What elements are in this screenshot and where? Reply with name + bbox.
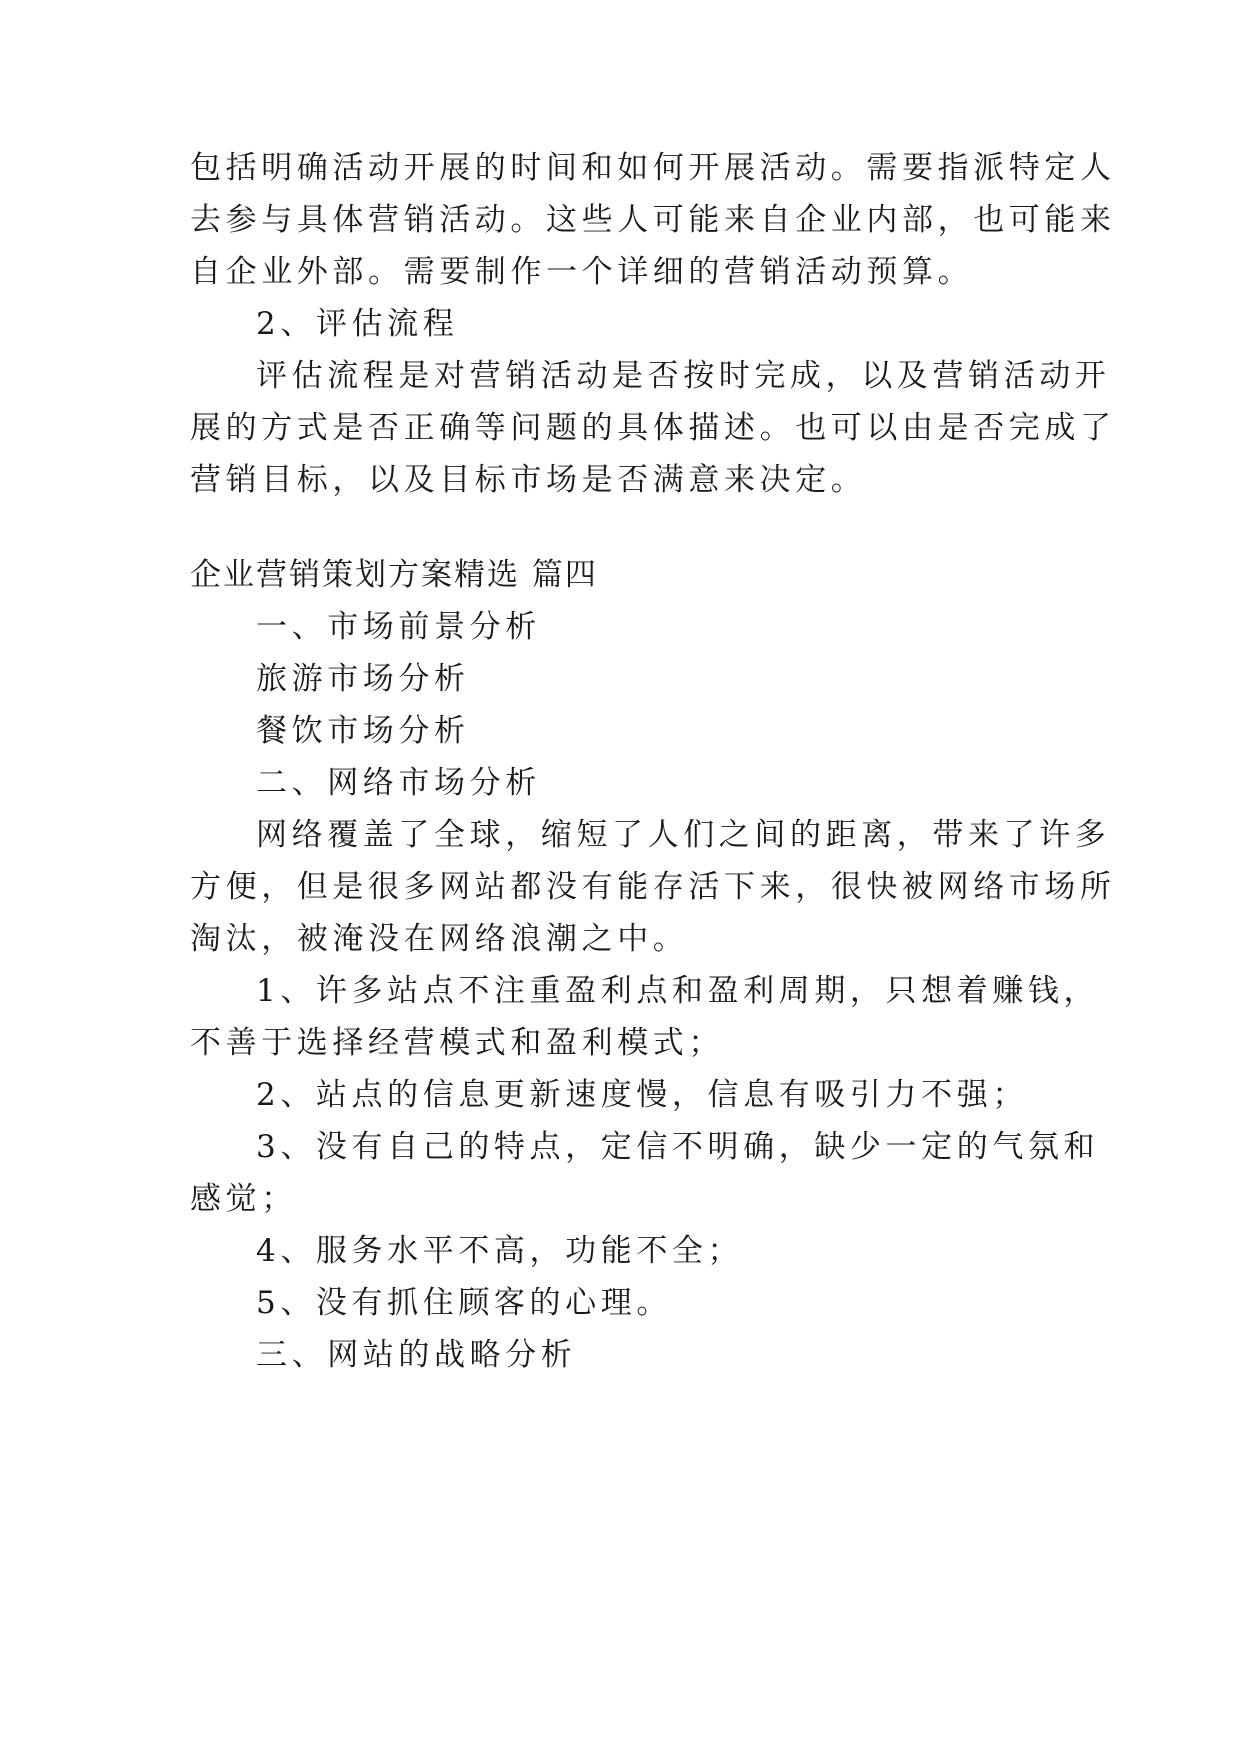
paragraph-line: 方便，但是很多网站都没有能存活下来，很快被网络市场所 [190, 869, 1116, 905]
part-title: 一、市场前景分析 [256, 609, 541, 645]
paragraph-line: 自企业外部。需要制作一个详细的营销活动预算。 [190, 254, 974, 290]
sub-title: 旅游市场分析 [256, 661, 470, 697]
list-item: 5、没有抓住顾客的心理。 [256, 1285, 672, 1321]
sub-title: 餐饮市场分析 [256, 713, 470, 749]
paragraph-line: 包括明确活动开展的时间和如何开展活动。需要指派特定人 [190, 150, 1116, 186]
paragraph-line: 营销目标，以及目标市场是否满意来决定。 [190, 462, 867, 498]
list-item-line: 感觉； [190, 1181, 297, 1217]
paragraph-line: 淘汰，被淹没在网络浪潮之中。 [190, 921, 689, 957]
paragraph-line: 网络覆盖了全球，缩短了人们之间的距离，带来了许多 [256, 817, 1111, 853]
list-item-line: 3、没有自己的特点，定信不明确，缺少一定的气氛和 [256, 1129, 1100, 1165]
section-heading: 企业营销策划方案精选 篇四 [190, 557, 598, 593]
list-item: 2、站点的信息更新速度慢，信息有吸引力不强； [256, 1077, 1028, 1113]
item-title: 2、评估流程 [256, 306, 459, 342]
part-title: 三、网站的战略分析 [256, 1337, 577, 1373]
list-item-line: 不善于选择经营模式和盈利模式； [190, 1025, 724, 1061]
paragraph-line: 评估流程是对营销活动是否按时完成，以及营销活动开 [256, 358, 1111, 394]
list-item-line: 1、许多站点不注重盈利点和盈利周期，只想着赚钱， [256, 973, 1100, 1009]
paragraph-line: 展的方式是否正确等问题的具体描述。也可以由是否完成了 [190, 410, 1116, 446]
paragraph-line: 去参与具体营销活动。这些人可能来自企业内部，也可能来 [190, 202, 1116, 238]
part-title: 二、网络市场分析 [256, 765, 541, 801]
list-item: 4、服务水平不高，功能不全； [256, 1233, 744, 1269]
